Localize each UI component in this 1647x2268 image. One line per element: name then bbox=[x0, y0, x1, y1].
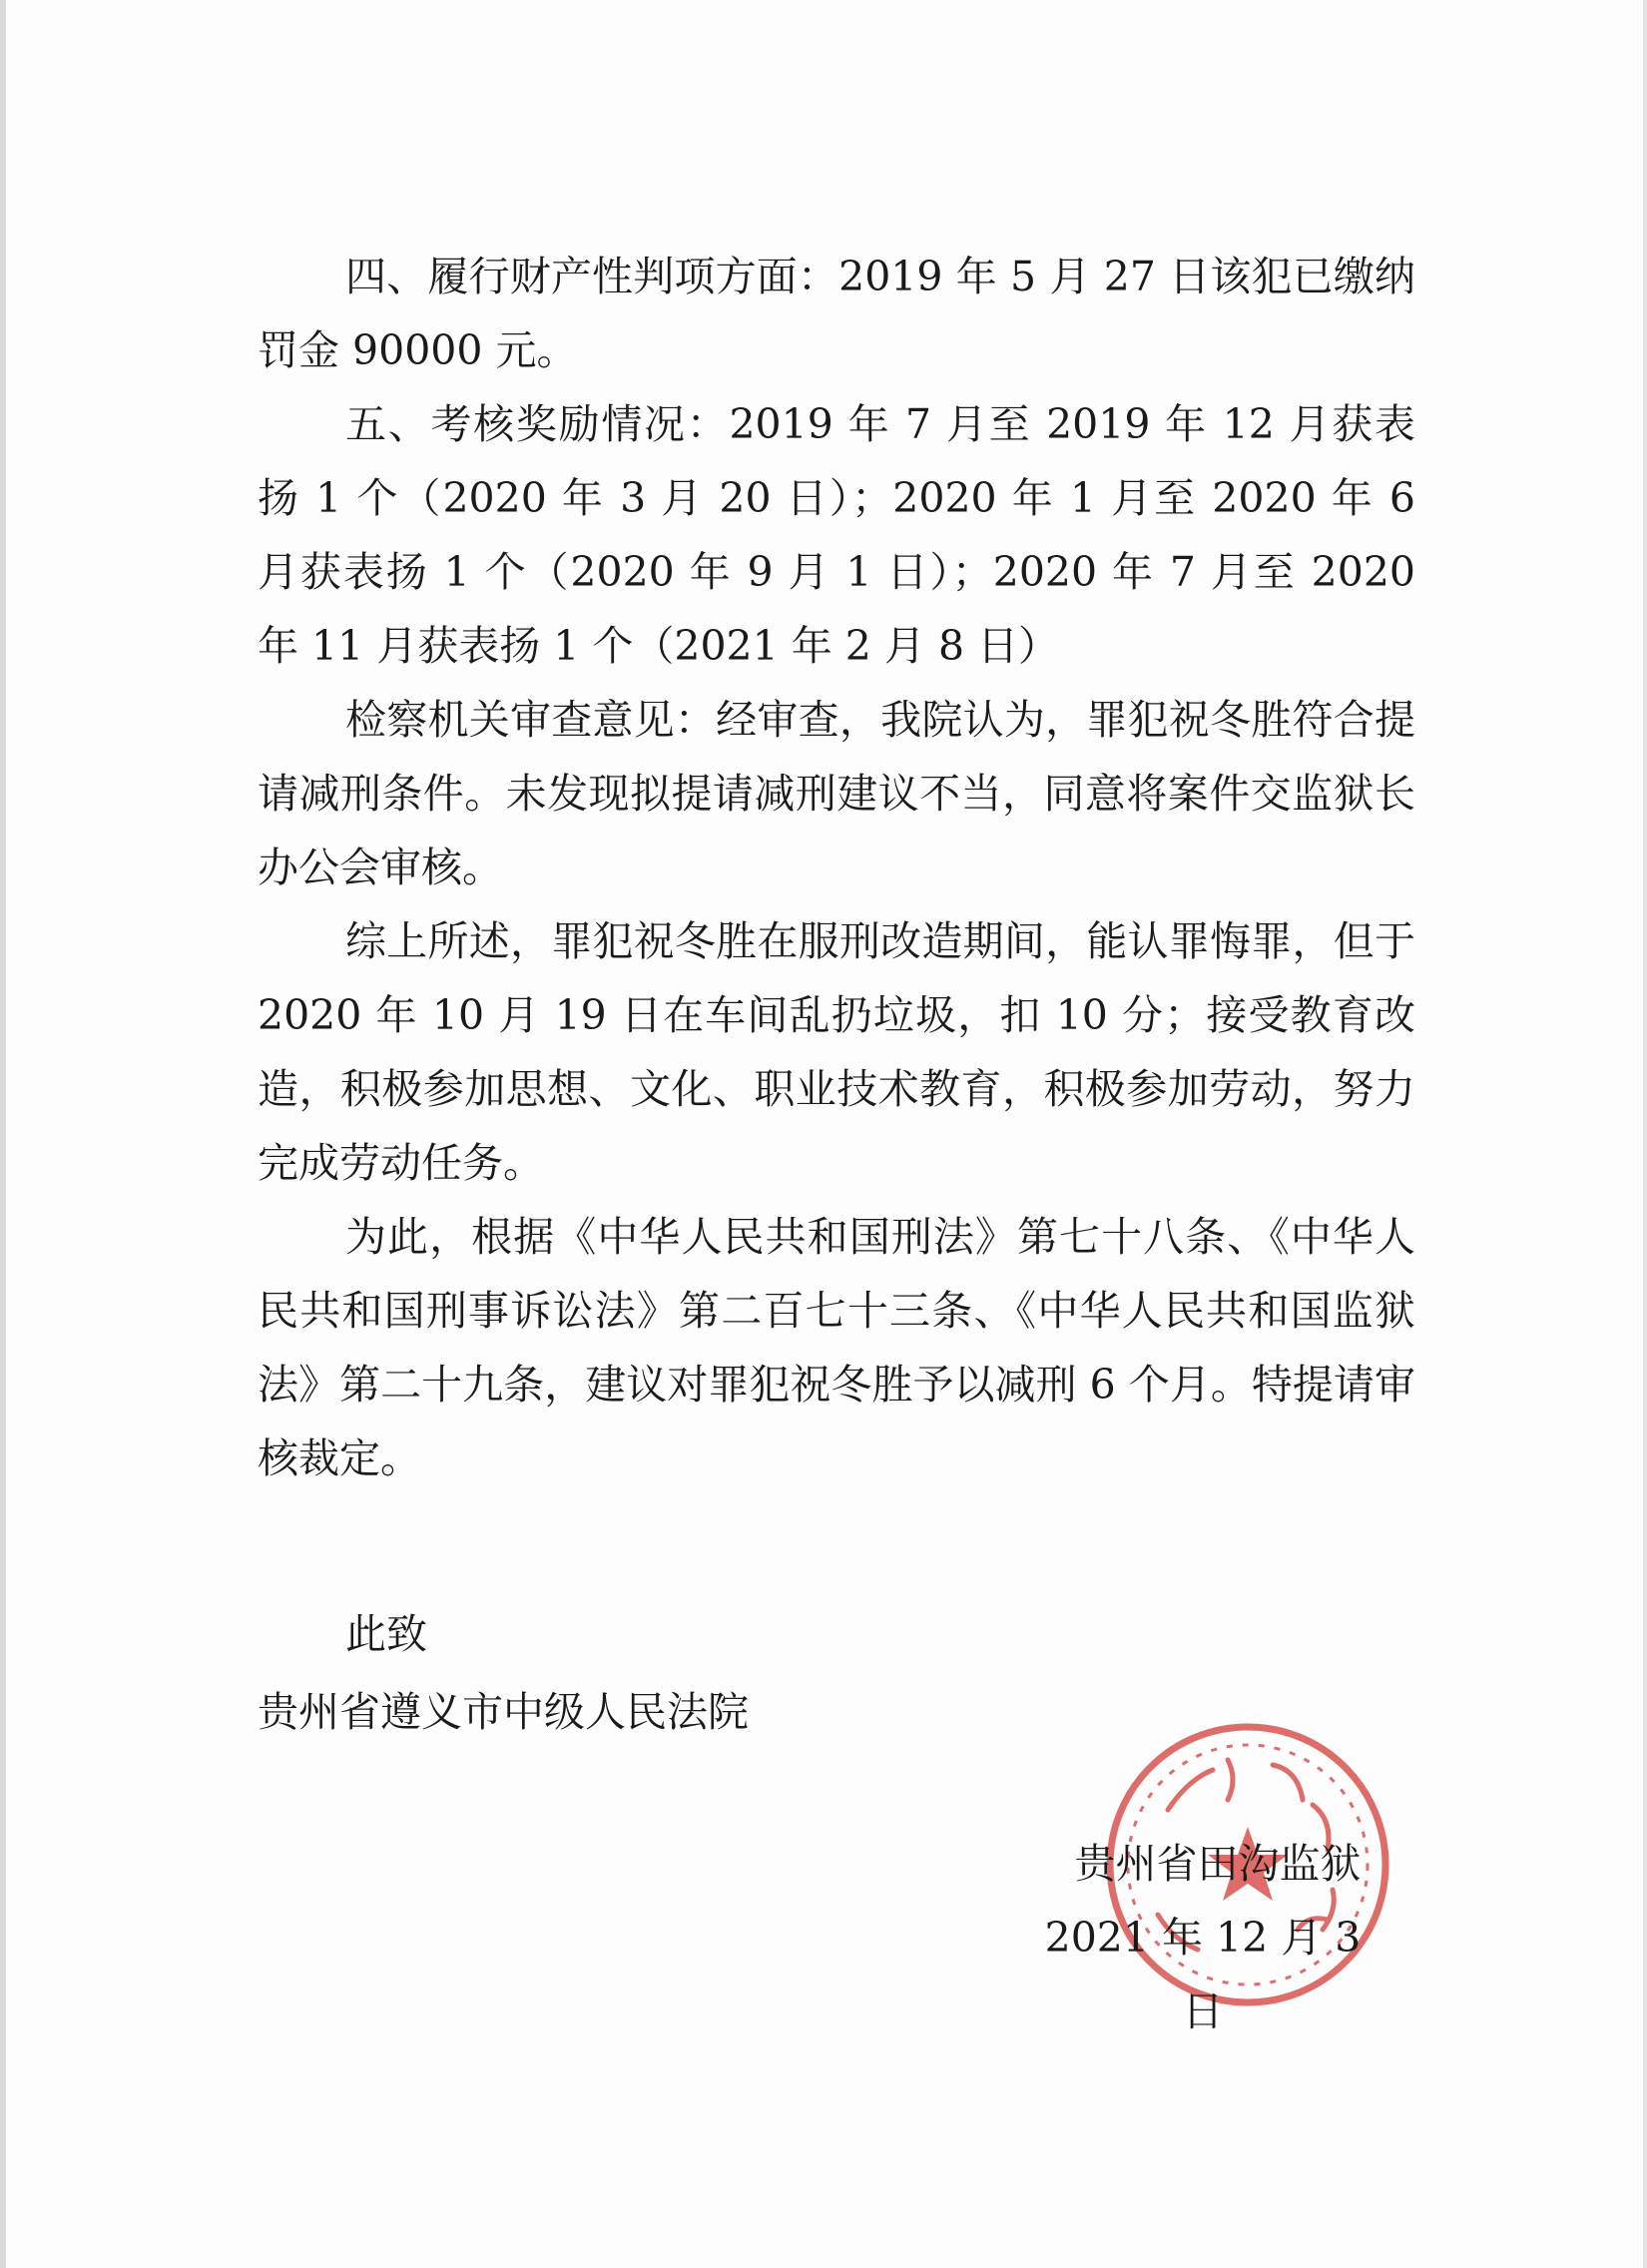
page-right-edge bbox=[1643, 0, 1647, 2268]
paragraph-assessment-rewards: 五、考核奖励情况：2019 年 7 月至 2019 年 12 月获表扬 1 个（2020 年 3 月 20 日）；2020 年 1 月至 2020 年 6 月获表扬 1 个（2020 年 9 月 1 日）；2020 年 7 月至 2020 年 11 月获表扬 1 个（2021 年 2 月 8 日） bbox=[258, 400, 1415, 670]
signing-date: 2021 年 12 月 3 日 bbox=[1044, 1914, 1362, 2035]
document-body bbox=[258, 240, 1415, 1495]
seal-mark-2 bbox=[1228, 1760, 1233, 1800]
paragraph-procuratorate-opinion: 检察机关审查意见：经审查，我院认为，罪犯祝冬胜符合提请减刑条件。未发现拟提请减刑建议不当，同意将案件交监狱长办公会审核。 bbox=[258, 696, 1415, 891]
paragraph-summary: 综上所述，罪犯祝冬胜在服刑改造期间，能认罪悔罪，但于 2020 年 10 月 19 日在车间乱扔垃圾，扣 10 分；接受教育改造，积极参加思想、文化、职业技术教育，积极参加劳动，努力完成劳动任务。 bbox=[258, 917, 1415, 1187]
page-left-edge bbox=[0, 0, 6, 2268]
salutation: 此致 bbox=[345, 1610, 427, 1658]
paragraph-property-judgment: 四、履行财产性判项方面：2019 年 5 月 27 日该犯已缴纳罚金 90000 元。 bbox=[258, 253, 1415, 374]
seal-mark-3 bbox=[1273, 1765, 1303, 1800]
signature-block bbox=[1038, 1827, 1368, 2048]
signing-organization: 贵州省田沟监狱 bbox=[1074, 1840, 1362, 1888]
seal-mark-1 bbox=[1168, 1770, 1213, 1810]
paragraph-legal-basis: 为此，根据《中华人民共和国刑法》第七十八条、《中华人民共和国刑事诉讼法》第二百七十三条、《中华人民共和国监狱法》第二十九条，建议对罪犯祝冬胜予以减刑 6 个月。特提请审核裁定。 bbox=[258, 1213, 1415, 1482]
recipient: 贵州省遵义市中级人民法院 bbox=[258, 1688, 749, 1736]
